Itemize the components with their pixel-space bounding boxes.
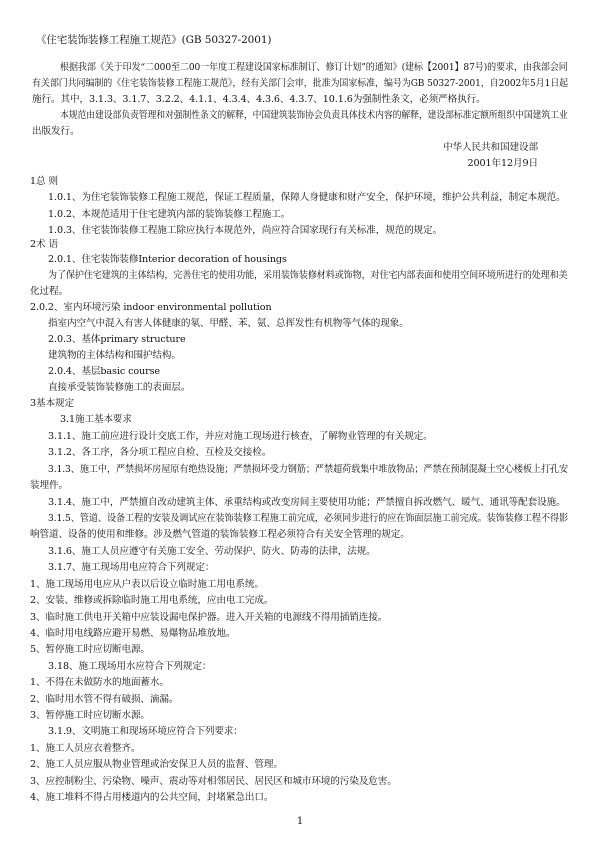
- clause: 3.18、施工现场用水应符合下列规定：: [48, 661, 212, 672]
- intro-line: 有关部门共同编制的《住宅装饰装修工程施工规范》，经有关部门会审，批准为国家标准，编号为GB 50327-2001，自2002年5月1日起: [32, 78, 569, 89]
- document-title: 《住宅装饰装修工程施工规范》(GB 50327-2001): [36, 34, 272, 46]
- list-item: 5、暂停施工时应切断电源。: [30, 644, 150, 655]
- intro-line: 施行。其中，3.1.3、3.1.7、3.2.2、4.1.1、4.3.4、4.3.6、4.3.7、10.1.6为强制性条文，必须严格执行。: [32, 94, 486, 105]
- clause: 3.1.7、施工现场用电应符合下列规定：: [48, 562, 215, 573]
- list-item: 2、安装、维修或拆除临时施工用电系统，应由电工完成。: [30, 595, 274, 606]
- intro-line: 本规范由建设部负责管理和对强制性条文的解释，中国建筑装饰协会负责具体技术内容的解释，建设部标准定额所组织中国建筑工业: [60, 110, 568, 121]
- clause: 直接承受装饰装修施工的表面层。: [48, 382, 191, 393]
- clause: 3.1.9、文明施工和现场环境应符合下列要求：: [48, 726, 243, 737]
- list-item: 1、施工现场用电应从户表以后设立临时施工用电系统。: [30, 579, 264, 590]
- clause: 1.0.3、住宅装饰装修工程施工除应执行本规范外，尚应符合国家现行有关标准，规范的规定。: [48, 225, 443, 236]
- clause: 指室内空气中混入有害人体健康的氡、甲醛、苯、氨、总挥发性有机物等气体的现象。: [48, 318, 409, 329]
- clause: 1.0.2、本规范适用于住宅建筑内部的装饰装修工程施工。: [48, 209, 291, 220]
- issuer: 中华人民共和国建设部: [443, 142, 538, 153]
- section-heading: 1总 则: [30, 176, 58, 187]
- clause: 3.1.2、各工序，各分项工程应自检、互检及交接检。: [48, 447, 272, 458]
- intro-line: 根据我部《关于印发“二000至二00一年度工程建设国家标准制订、修订计划”的通知》(建标【2001】87号)的要求，由我部会同: [60, 62, 568, 73]
- intro-line: 出版发行。: [32, 126, 80, 137]
- clause: 2.0.1、住宅装饰装修Interior decoration of housings: [48, 254, 287, 265]
- issue-date: 2001年12月9日: [467, 158, 538, 169]
- section-heading: 2术 语: [30, 239, 58, 250]
- clause: 3.1.5、管道、设备工程的安装及调试应在装饰装修工程施工前完成，必须同步进行的应在饰面层施工前完成。装饰装修工程不得影: [48, 513, 569, 524]
- list-item: 3、临时施工供电开关箱中应装设漏电保护器。进入开关箱的电源线不得用插销连接。: [30, 612, 388, 623]
- clause: 3.1.6、施工人员应遵守有关施工安全、劳动保护、防火、防毒的法律，法规。: [48, 546, 376, 557]
- list-item: 3、暂停施工时应切断水源。: [30, 710, 150, 721]
- clause: 装埋件。: [30, 480, 68, 491]
- list-item: 3、应控制粉尘、污染物、噪声、震动等对相邻居民、居民区和城市环境的污染及危害。: [30, 776, 397, 787]
- clause: 3.1.1、施工前应进行设计交底工作，并应对施工现场进行核查，了解物业管理的有关规定。: [48, 431, 433, 442]
- list-item: 2、施工人员应服从物业管理或治安保卫人员的监督、管理。: [30, 759, 283, 770]
- clause: 3.1.4、施工中，严禁擅自改动建筑主体、承重结构或改变房间主要使用功能；严禁擅自拆改燃气、暖气、通讯等配套设施。: [48, 497, 566, 508]
- subsection-heading: 3.1施工基本要求: [60, 414, 132, 425]
- clause: 2.0.3、基体primary structure: [48, 334, 186, 345]
- list-item: 1、施工人员应衣着整齐。: [30, 743, 141, 754]
- list-item: 4、临时用电线路应避开易燃、易爆物品堆放地。: [30, 628, 236, 639]
- list-item: 2、临时用水管不得有破损、滴漏。: [30, 694, 179, 705]
- section-heading: 3基本规定: [30, 398, 74, 409]
- clause: 为了保护住宅建筑的主体结构，完善住宅的使用功能，采用装饰装修材料或饰物，对住宅内部表面和使用空间环境所进行的处理和美: [48, 270, 568, 281]
- page-number: 1: [296, 816, 304, 827]
- clause: 建筑物的主体结构和围护结构。: [48, 350, 181, 361]
- list-item: 1、不得在未做防水的地面蓄水。: [30, 677, 169, 688]
- clause: 2.0.4、基层basic course: [48, 366, 160, 377]
- clause: 3.1.3、施工中，严禁损坏房屋原有绝热设施；严禁损坏受力钢筋；严禁超荷载集中堆放物品；严禁在预制混凝土空心楼板上打孔安: [48, 464, 569, 475]
- clause: 1.0.1、为住宅装饰装修工程施工规范，保证工程质量，保障人身健康和财产安全，保护环境，维护公共利益，制定本规范。: [48, 192, 566, 203]
- clause: 响管道、设备的使用和维修。涉及燃气管道的装饰装修工程必须符合有关安全管理的规定。: [30, 529, 410, 540]
- list-item: 4、施工堆料不得占用楼道内的公共空间，封堵紧急出口。: [30, 792, 274, 803]
- clause: 2.0.2、室内环境污染 indoor environmental pollution: [30, 302, 272, 313]
- clause: 化过程。: [30, 286, 68, 297]
